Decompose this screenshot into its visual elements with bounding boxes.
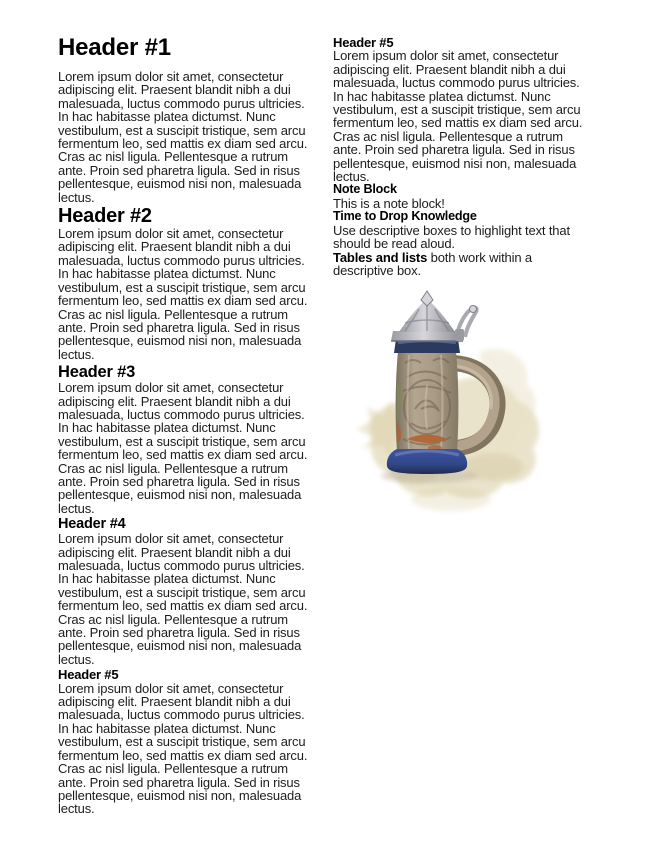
section-heading-5: Header #5 bbox=[333, 35, 394, 50]
section-paragraph: Lorem ipsum dolor sit amet, consectetur adipiscing elit. Praesent blandit nibh a dui malesuada, luctus commodo purus ultricies. In hac habitasse platea dictumst. Nunc vestibulum, est a suscipit tristique, sem arcu fermentum leo, sed mattis ex diam sed arcu. Cras ac nisl ligula. Pellentesque a rutrum ante. Proin sed pharetra ligula. Sed in risus pellentesque, euismod nisi non, malesuada lectus. bbox=[58, 531, 308, 667]
beer-stein-image bbox=[343, 289, 615, 521]
section-heading-5: Header #5 bbox=[58, 667, 119, 683]
section-heading-4: Header #4 bbox=[58, 516, 126, 533]
knowledge-body: Use descriptive boxes to highlight text that should be read aloud. bbox=[333, 222, 570, 252]
left-column bbox=[58, 36, 308, 816]
section-paragraph: Lorem ipsum dolor sit amet, consectetur adipiscing elit. Praesent blandit nibh a dui malesuada, luctus commodo purus ultricies. In hac habitasse platea dictumst. Nunc vestibulum, est a suscipit tristique, sem arcu fermentum leo, sed mattis ex diam sed arcu. Cras ac nisl ligula. Pellentesque a rutrum ante. Proin sed pharetra ligula. Sed in risus pellentesque, euismod nisi non, malesuada lectus. bbox=[333, 48, 583, 185]
lid-hinge bbox=[455, 329, 464, 341]
tables-lists-paragraph bbox=[333, 251, 585, 278]
section-paragraph: Lorem ipsum dolor sit amet, consectetur adipiscing elit. Praesent blandit nibh a dui malesuada, luctus commodo purus ultricies. In hac habitasse platea dictumst. Nunc vestibulum, est a suscipit tristique, sem arcu fermentum leo, sed mattis ex diam sed arcu. Cras ac nisl ligula. Pellentesque a rutrum ante. Proin sed pharetra ligula. Sed in risus pellentesque, euismod nisi non, malesuada lectus. bbox=[58, 226, 308, 362]
lid-thumb-lever bbox=[455, 306, 477, 342]
stein-lid bbox=[391, 291, 477, 341]
watercolor-spot-3 bbox=[411, 487, 491, 511]
stein-body bbox=[396, 351, 459, 453]
section-paragraph: Lorem ipsum dolor sit amet, consectetur adipiscing elit. Praesent blandit nibh a dui malesuada, luctus commodo purus ultricies. In hac habitasse platea dictumst. Nunc vestibulum, est a suscipit tristique, sem arcu fermentum leo, sed mattis ex diam sed arcu. Cras ac nisl ligula. Pellentesque a rutrum ante. Proin sed pharetra ligula. Sed in risus pellentesque, euismod nisi non, malesuada lectus. bbox=[58, 380, 308, 516]
note-block-title: Note Block bbox=[333, 182, 397, 197]
tables-lists-bold: Tables and lists bbox=[333, 249, 428, 265]
lever-knob bbox=[470, 306, 477, 313]
tables-lists-rest: both work within a descriptive box. bbox=[333, 249, 532, 278]
section-heading-1: Header #1 bbox=[58, 34, 171, 61]
section-paragraph: Lorem ipsum dolor sit amet, consectetur adipiscing elit. Praesent blandit nibh a dui malesuada, luctus commodo purus ultricies. In hac habitasse platea dictumst. Nunc vestibulum, est a suscipit tristique, sem arcu fermentum leo, sed mattis ex diam sed arcu. Cras ac nisl ligula. Pellentesque a rutrum ante. Proin sed pharetra ligula. Sed in risus pellentesque, euismod nisi non, malesuada lectus. bbox=[58, 680, 308, 817]
section-paragraph: Lorem ipsum dolor sit amet, consectetur adipiscing elit. Praesent blandit nibh a dui malesuada, luctus commodo purus ultricies. In hac habitasse platea dictumst. Nunc vestibulum, est a suscipit tristique, sem arcu fermentum leo, sed mattis ex diam sed arcu. Cras ac nisl ligula. Pellentesque a rutrum ante. Proin sed pharetra ligula. Sed in risus pellentesque, euismod nisi non, malesuada lectus. bbox=[58, 69, 308, 205]
right-column bbox=[333, 36, 585, 526]
note-block-body: This is a note block! bbox=[333, 195, 445, 211]
section-heading-3: Header #3 bbox=[58, 363, 136, 382]
section-heading-2: Header #2 bbox=[58, 205, 152, 228]
lid-rim bbox=[391, 331, 463, 341]
knowledge-title: Time to Drop Knowledge bbox=[333, 209, 477, 224]
